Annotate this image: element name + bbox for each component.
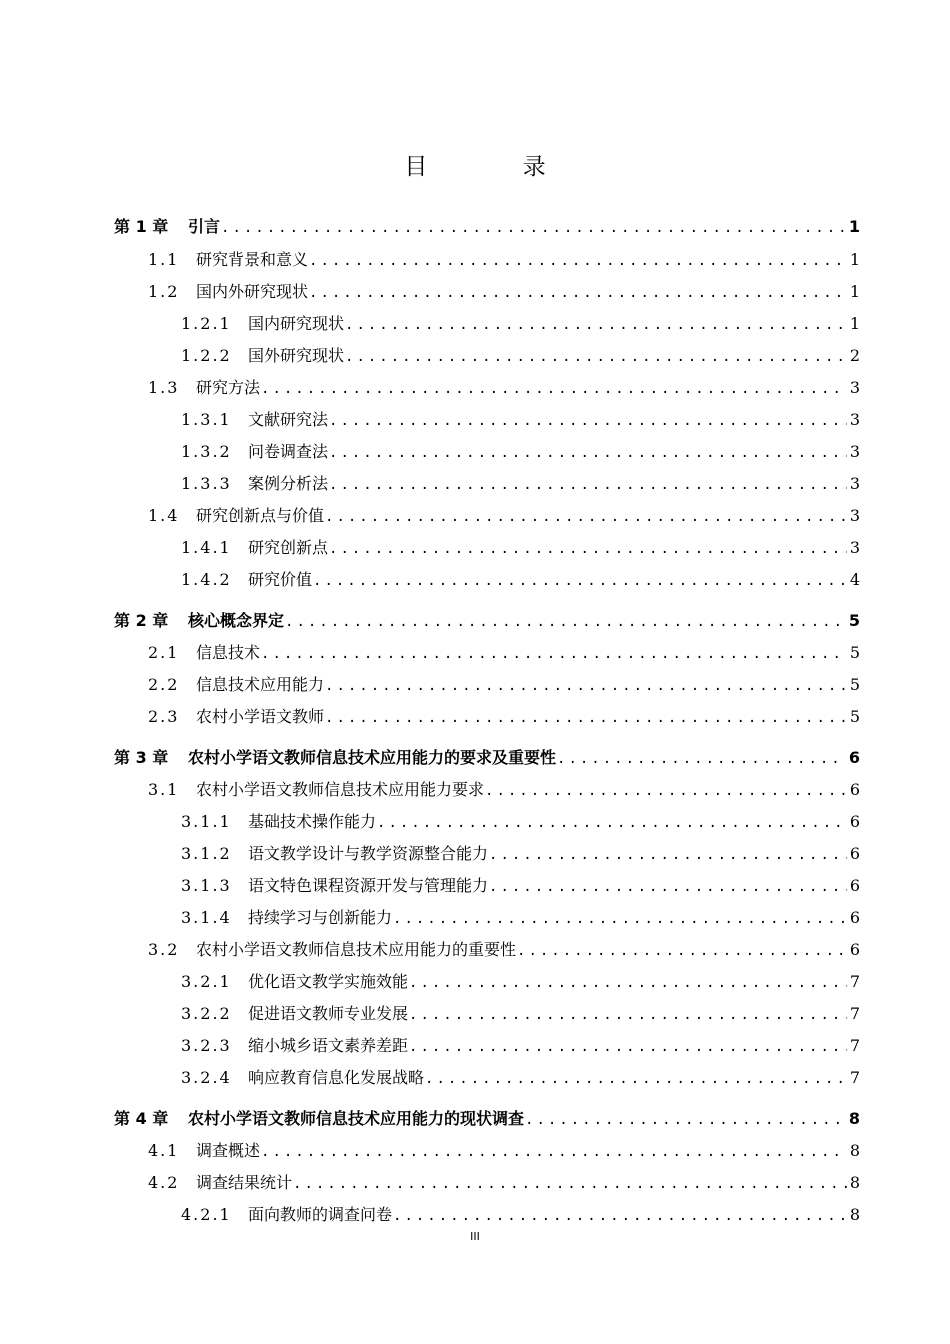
toc-section-entry[interactable]: [148, 674, 860, 696]
toc-entry-number: 3.1.3: [181, 876, 232, 895]
toc-dot-leader: [261, 378, 847, 400]
toc-section-entry[interactable]: [181, 843, 860, 865]
toc-entry-number: 4.1: [148, 1141, 180, 1160]
toc-entry-title: 调查概述: [196, 1141, 261, 1160]
toc-section-entry[interactable]: [148, 281, 860, 303]
page-number-footer: III: [470, 1230, 480, 1243]
toc-entry-number: 1.3.2: [181, 442, 232, 461]
toc-entry-page: 6: [849, 940, 860, 959]
toc-entry-number: 1.2.2: [181, 346, 232, 365]
toc-dot-leader: [409, 1036, 847, 1058]
toc-entry-title: 面向教师的调查问卷: [248, 1205, 393, 1224]
toc-section-entry[interactable]: [181, 811, 860, 833]
toc-entry-page: 6: [848, 748, 860, 767]
toc-dot-leader: [425, 1068, 847, 1090]
toc-entry-title: 农村小学语文教师信息技术应用能力的要求及重要性: [188, 748, 557, 767]
toc-entry-title: 研究创新点与价值: [196, 506, 325, 525]
toc-entry-number: 1.3: [148, 378, 180, 397]
toc-entry-page: 7: [849, 972, 860, 991]
toc-entry-number: 1.2: [148, 282, 180, 301]
toc-section-entry[interactable]: [181, 1204, 860, 1226]
toc-entry-page: 8: [849, 1141, 860, 1160]
toc-entry-page: 3: [849, 506, 860, 525]
toc-entry-page: 1: [849, 282, 860, 301]
toc-entry-title: 研究背景和意义: [196, 250, 309, 269]
toc-entry-page: 8: [849, 1205, 860, 1224]
toc-chapter-entry[interactable]: [114, 610, 860, 632]
toc-entry-page: 8: [849, 1173, 860, 1192]
toc-entry-page: 7: [849, 1068, 860, 1087]
toc-dot-leader: [313, 570, 847, 592]
toc-dot-leader: [377, 812, 847, 834]
toc-entry-title: 促进语文教师专业发展: [248, 1004, 409, 1023]
toc-dot-leader: [345, 346, 847, 368]
toc-entry-title: 国外研究现状: [248, 346, 345, 365]
toc-entry-page: 6: [849, 780, 860, 799]
toc-entry-number: 第 3 章: [114, 748, 169, 767]
toc-entry-page: 7: [849, 1036, 860, 1055]
toc-entry-page: 1: [849, 314, 860, 333]
toc-entry-number: 1.4: [148, 506, 180, 525]
toc-section-entry[interactable]: [181, 1035, 860, 1057]
toc-entry-title: 引言: [188, 217, 221, 236]
toc-entry-page: 3: [849, 378, 860, 397]
toc-entry-page: 6: [849, 908, 860, 927]
toc-entry-number: 1.3.1: [181, 410, 232, 429]
toc-entry-title: 调查结果统计: [196, 1173, 293, 1192]
toc-dot-leader: [309, 250, 847, 272]
toc-entry-number: 1.4.1: [181, 538, 232, 557]
toc-entry-number: 第 1 章: [114, 217, 169, 236]
toc-entry-title: 研究创新点: [248, 538, 329, 557]
toc-entry-title: 案例分析法: [248, 474, 329, 493]
toc-entry-title: 优化语文教学实施效能: [248, 972, 409, 991]
toc-dot-leader: [325, 707, 847, 729]
toc-section-entry[interactable]: [181, 1067, 860, 1089]
toc-dot-leader: [261, 643, 847, 665]
toc-entry-page: 5: [849, 675, 860, 694]
toc-section-entry[interactable]: [148, 505, 860, 527]
toc-dot-leader: [221, 217, 846, 239]
toc-entry-title: 国内研究现状: [248, 314, 345, 333]
toc-section-entry[interactable]: [181, 569, 860, 591]
toc-dot-leader: [489, 844, 847, 866]
toc-entry-page: 3: [849, 442, 860, 461]
toc-dot-leader: [325, 506, 847, 528]
toc-entry-page: 1: [849, 250, 860, 269]
toc-dot-leader: [329, 474, 847, 496]
toc-entry-title: 持续学习与创新能力: [248, 908, 393, 927]
toc-entry-title: 农村小学语文教师: [196, 707, 325, 726]
toc-dot-leader: [345, 314, 847, 336]
page-title: 目 录: [404, 154, 590, 180]
toc-section-entry[interactable]: [148, 1172, 860, 1194]
toc-entry-title: 缩小城乡语文素养差距: [248, 1036, 409, 1055]
toc-section-entry[interactable]: [181, 409, 860, 431]
toc-section-entry[interactable]: [181, 441, 860, 463]
toc-entry-number: 3.1.4: [181, 908, 232, 927]
toc-entry-number: 3.1.2: [181, 844, 232, 863]
toc-section-entry[interactable]: [181, 345, 860, 367]
toc-section-entry[interactable]: [148, 779, 860, 801]
toc-entry-title: 研究方法: [196, 378, 261, 397]
toc-section-entry[interactable]: [181, 875, 860, 897]
toc-dot-leader: [261, 1141, 847, 1163]
toc-section-entry[interactable]: [181, 313, 860, 335]
toc-entry-number: 3.1: [148, 780, 180, 799]
toc-entry-page: 1: [848, 217, 860, 236]
toc-dot-leader: [489, 876, 847, 898]
toc-section-entry[interactable]: [148, 377, 860, 399]
toc-section-entry[interactable]: [148, 1140, 860, 1162]
toc-entry-title: 响应教育信息化发展战略: [248, 1068, 425, 1087]
toc-dot-leader: [329, 442, 847, 464]
toc-section-entry[interactable]: [148, 939, 860, 961]
toc-entry-page: 6: [849, 812, 860, 831]
toc-entry-number: 3.2: [148, 940, 180, 959]
toc-entry-title: 基础技术操作能力: [248, 812, 377, 831]
toc-entry-number: 1.3.3: [181, 474, 232, 493]
toc-entry-number: 1.4.2: [181, 570, 232, 589]
toc-entry-title: 核心概念界定: [188, 611, 285, 630]
toc-entry-number: 第 4 章: [114, 1109, 169, 1128]
toc-entry-page: 7: [849, 1004, 860, 1023]
toc-entry-number: 1.2.1: [181, 314, 232, 333]
toc-section-entry[interactable]: [181, 1003, 860, 1025]
toc-entry-page: 6: [849, 876, 860, 895]
toc-entry-title: 农村小学语文教师信息技术应用能力的重要性: [196, 940, 517, 959]
toc-entry-page: 3: [849, 538, 860, 557]
toc-entry-number: 3.2.3: [181, 1036, 232, 1055]
toc-dot-leader: [325, 675, 847, 697]
toc-dot-leader: [517, 940, 847, 962]
toc-entry-number: 3.2.2: [181, 1004, 232, 1023]
toc-dot-leader: [285, 611, 846, 633]
toc-entry-page: 3: [849, 474, 860, 493]
toc-entry-number: 4.2: [148, 1173, 180, 1192]
toc-dot-leader: [309, 282, 847, 304]
toc-entry-page: 6: [849, 844, 860, 863]
toc-entry-number: 3.2.4: [181, 1068, 232, 1087]
toc-section-entry[interactable]: [181, 473, 860, 495]
toc-dot-leader: [485, 780, 847, 802]
toc-entry-title: 国内外研究现状: [196, 282, 309, 301]
toc-entry-number: 2.3: [148, 707, 180, 726]
toc-dot-leader: [393, 908, 847, 930]
toc-entry-page: 4: [849, 570, 860, 589]
toc-entry-page: 5: [848, 611, 860, 630]
toc-entry-page: 3: [849, 410, 860, 429]
toc-dot-leader: [393, 1205, 847, 1227]
toc-entry-title: 农村小学语文教师信息技术应用能力的现状调查: [188, 1109, 525, 1128]
toc-dot-leader: [409, 972, 847, 994]
toc-entry-title: 语文教学设计与教学资源整合能力: [248, 844, 489, 863]
toc-chapter-entry[interactable]: [114, 216, 860, 238]
toc-section-entry[interactable]: [181, 537, 860, 559]
toc-chapter-entry[interactable]: [114, 1108, 860, 1130]
toc-dot-leader: [557, 748, 846, 770]
toc-chapter-entry[interactable]: [114, 747, 860, 769]
toc-entry-number: 4.2.1: [181, 1205, 232, 1224]
toc-entry-number: 1.1: [148, 250, 180, 269]
toc-dot-leader: [329, 410, 847, 432]
toc-entry-title: 信息技术应用能力: [196, 675, 325, 694]
toc-entry-number: 第 2 章: [114, 611, 169, 630]
toc-entry-page: 5: [849, 643, 860, 662]
toc-dot-leader: [409, 1004, 847, 1026]
toc-entry-page: 2: [849, 346, 860, 365]
toc-entry-title: 语文特色课程资源开发与管理能力: [248, 876, 489, 895]
toc-section-entry[interactable]: [148, 249, 860, 271]
toc-entry-number: 2.2: [148, 675, 180, 694]
toc-entry-page: 5: [849, 707, 860, 726]
toc-entry-title: 研究价值: [248, 570, 313, 589]
toc-entry-title: 文献研究法: [248, 410, 329, 429]
toc-entry-number: 2.1: [148, 643, 180, 662]
toc-section-entry[interactable]: [148, 642, 860, 664]
toc-entry-number: 3.2.1: [181, 972, 232, 991]
toc-entry-title: 农村小学语文教师信息技术应用能力要求: [196, 780, 485, 799]
toc-entry-title: 问卷调查法: [248, 442, 329, 461]
toc-entry-title: 信息技术: [196, 643, 261, 662]
toc-dot-leader: [329, 538, 847, 560]
toc-entry-page: 8: [848, 1109, 860, 1128]
toc-entry-number: 3.1.1: [181, 812, 232, 831]
toc-section-entry[interactable]: [181, 907, 860, 929]
toc-section-entry[interactable]: [181, 971, 860, 993]
toc-dot-leader: [293, 1173, 847, 1195]
toc-dot-leader: [525, 1109, 846, 1131]
toc-section-entry[interactable]: [148, 706, 860, 728]
